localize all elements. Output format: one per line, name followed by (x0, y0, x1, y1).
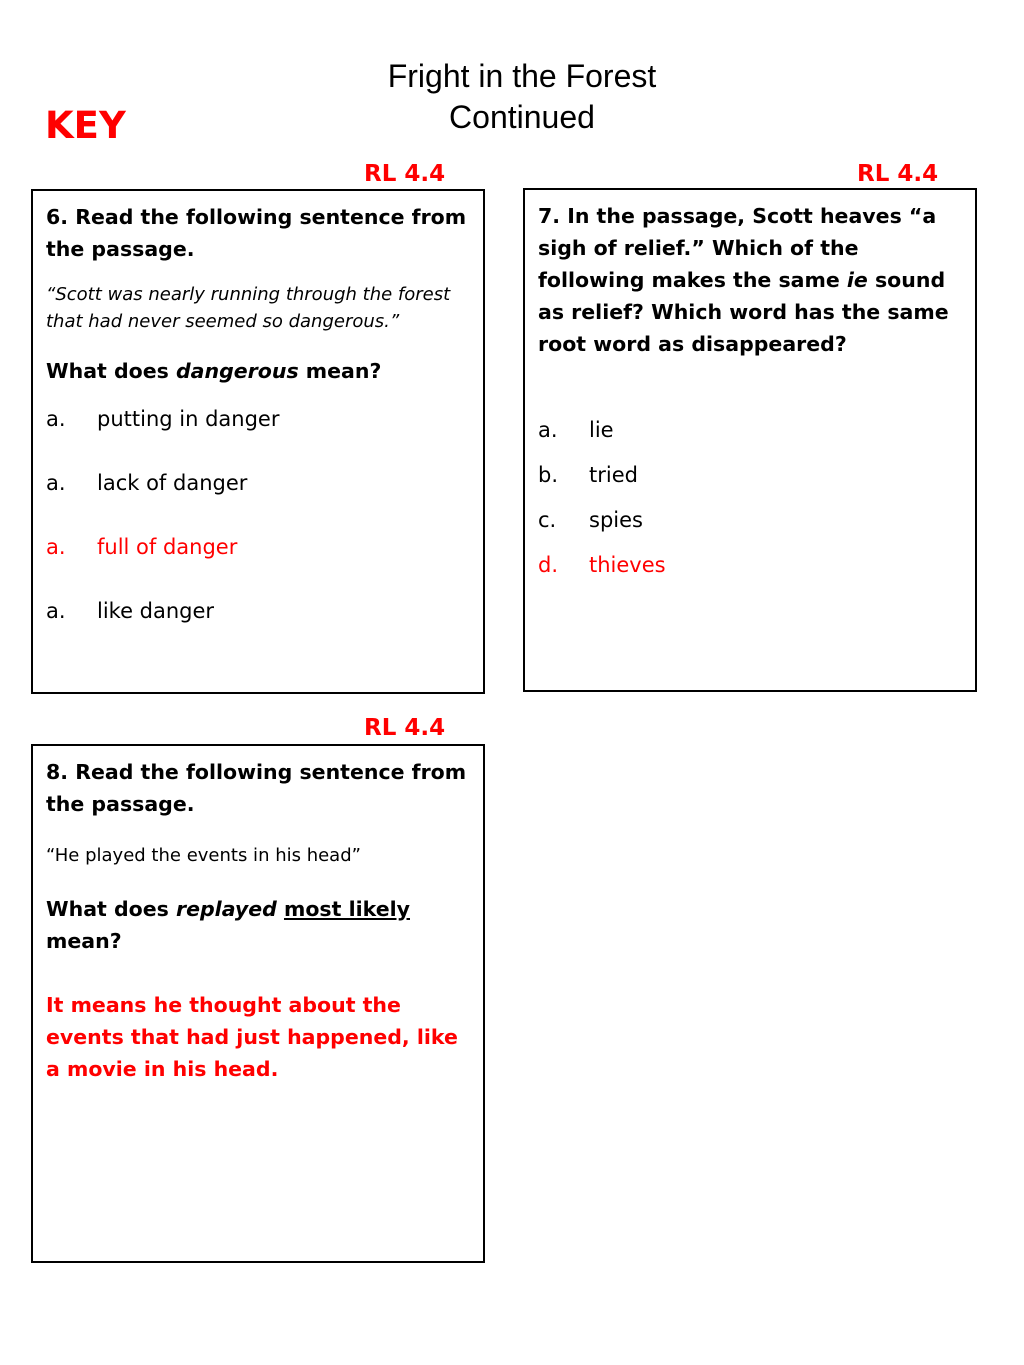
option-letter: a. (46, 599, 66, 623)
option-letter: a. (46, 471, 66, 495)
q7-prompt (538, 200, 963, 360)
option-text: full of danger (97, 535, 238, 559)
q7-option-b (538, 461, 963, 489)
q7-standard: RL 4.4 (857, 161, 939, 187)
option-text: tried (589, 463, 638, 487)
question-7-box (523, 188, 977, 692)
q6-option-3-correct (46, 533, 471, 561)
q6-quote: “Scott was nearly running through the forest that had never seemed so dangerous.” (46, 284, 451, 332)
q6-option-2 (46, 469, 471, 497)
option-letter: d. (538, 553, 559, 577)
option-text: like danger (97, 599, 215, 623)
title-line-2: Continued (449, 99, 595, 135)
option-text: lie (589, 418, 614, 442)
q6-prompt: 6. Read the following sentence from the passage. (46, 205, 467, 261)
q8-question-pre: What does (46, 897, 176, 921)
question-8-box (31, 744, 485, 1263)
q7-prompt-post: sound as relief? Which word has the same root word as disappeared? (538, 268, 949, 356)
q7-prompt-italic: ie (846, 268, 868, 292)
q8-question-word: replayed (175, 897, 277, 921)
q8-prompt: 8. Read the following sentence from the passage. (46, 760, 467, 816)
q8-question-mid (277, 897, 284, 921)
q7-options (538, 416, 963, 579)
option-text: lack of danger (97, 471, 248, 495)
q8-question-post: mean? (46, 929, 122, 953)
option-text: putting in danger (97, 407, 280, 431)
q6-question-post: mean? (298, 359, 382, 383)
option-letter: a. (46, 407, 66, 431)
q7-option-d-correct (538, 551, 963, 579)
question-6-box (31, 189, 485, 694)
q6-question-pre: What does (46, 359, 176, 383)
page-title (312, 56, 732, 138)
option-text: spies (589, 508, 643, 532)
option-letter: a. (46, 535, 66, 559)
q8-answer: It means he thought about the events that had just happened, like a movie in his head. (46, 993, 458, 1081)
q6-question (46, 355, 471, 387)
option-letter: a. (538, 418, 558, 442)
key-label: KEY (45, 104, 126, 147)
q6-option-1 (46, 405, 471, 433)
q8-standard: RL 4.4 (364, 715, 446, 741)
title-line-1: Fright in the Forest (387, 58, 657, 94)
q6-question-word: dangerous (175, 359, 299, 383)
q8-question (46, 893, 471, 957)
q7-option-c (538, 506, 963, 534)
option-text: thieves (589, 553, 666, 577)
option-letter: b. (538, 463, 559, 487)
q8-question-underlined: most likely (283, 897, 410, 921)
q6-standard: RL 4.4 (364, 161, 446, 187)
q8-quote: “He played the events in his head” (46, 845, 361, 866)
q6-options (46, 405, 471, 625)
q7-prompt-pre: 7. In the passage, Scott heaves “a sigh of relief.” Which of the following makes the same (538, 204, 937, 292)
q7-option-a (538, 416, 963, 444)
q6-option-4 (46, 597, 471, 625)
option-letter: c. (538, 508, 557, 532)
